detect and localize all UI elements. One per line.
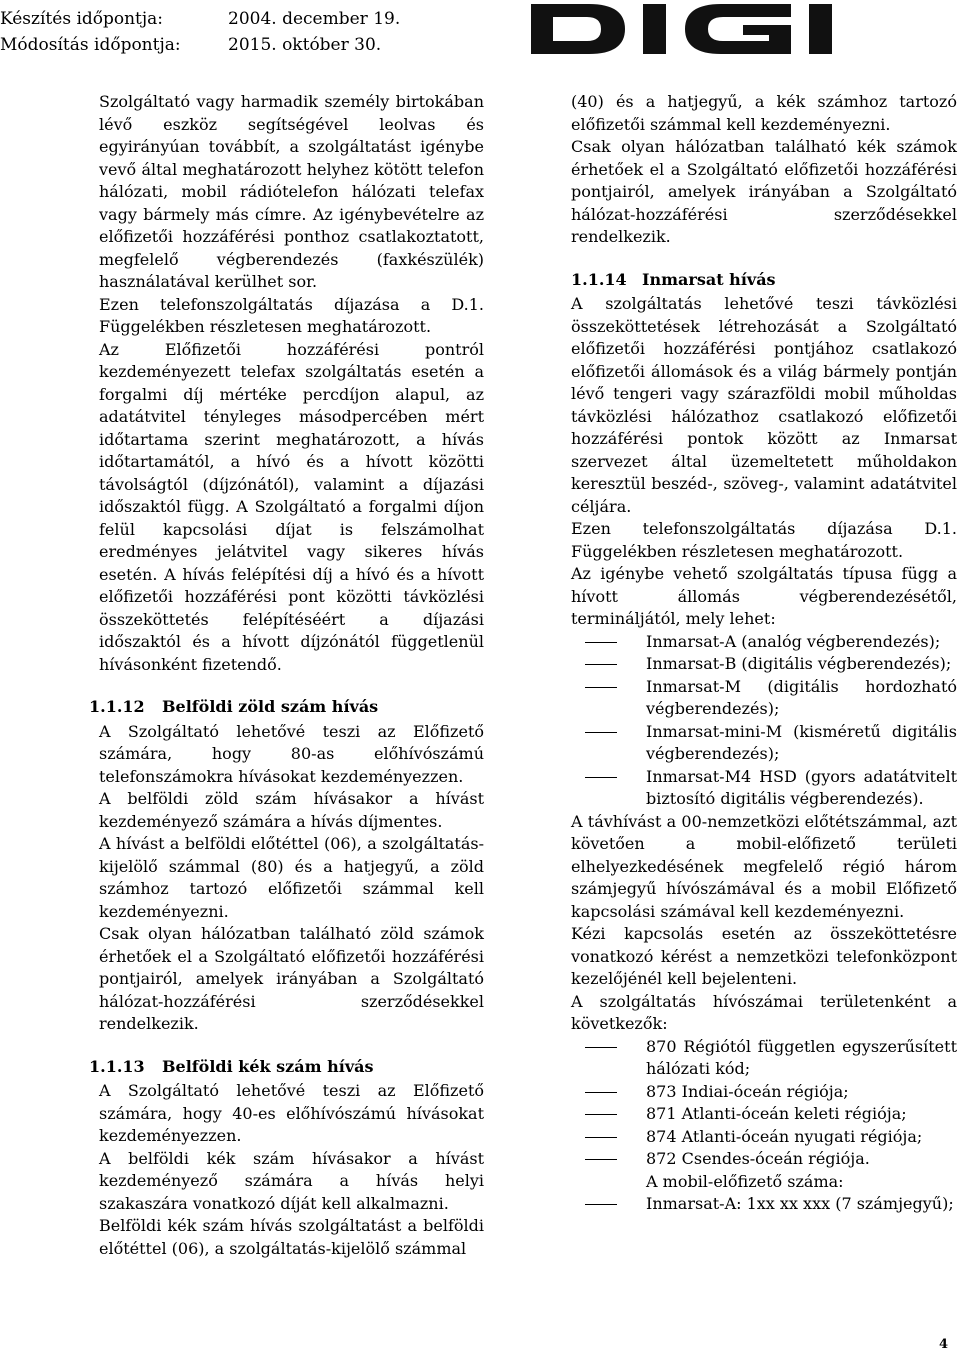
dash-icon xyxy=(571,766,646,811)
modified-value: 2015. október 30. xyxy=(228,35,382,55)
document-meta xyxy=(0,6,400,58)
left-paragraph: A Szolgáltató lehetővé teszi az Előfizető számára, hogy 40-es előhívószámú hívásokat kezdeményezzen. xyxy=(99,1081,484,1145)
section-number: 1.1.14 xyxy=(571,269,627,289)
right-paragraph: A távhívást a 00-nemzetközi előtétszámmal, azt követően a mobil-előfizető területi elhelyezkedésének megfelelő régió három számjegyű hívószámával és a mobil Előfizető kapcsolási számával kell kezdeményezni. xyxy=(571,811,957,921)
right-paragraph: A szolgáltatás lehetővé teszi távközlési összeköttetések létrehozását a Szolgáltató előfizetői hozzáférési pontjához csatlakozó előfizetői állomások és a világ bármely pontján lévő tengeri vagy szárazföldi mobil műholdas távközlési hálózathoz csatlakozó előfizetői hozzáférési pontok között az Inmarsat szervezet által üzemeltetett műholdakon keresztül beszéd-, szöveg-, valamint adatátvitel céljára. xyxy=(571,294,957,516)
dash-icon xyxy=(571,1126,646,1149)
list-item: 873 Indiai-óceán régiója; xyxy=(571,1081,957,1104)
section-number: 1.1.12 xyxy=(89,697,145,716)
left-column xyxy=(89,91,484,1260)
right-column xyxy=(571,91,957,1216)
left-paragraph: Ezen telefonszolgáltatás díjazása a D.1. Függelékben részletesen meghatározott. xyxy=(99,294,484,336)
right-paragraph: Kézi kapcsolás esetén az összeköttetésre vonatkozó kérést a nemzetközi telefonközpont kezelőjénél kell bejelenteni. xyxy=(571,924,957,988)
right-paragraph: Az igénybe vehető szolgáltatás típusa függ a hívott állomás végberendezésétől, termináljától, mely lehet: xyxy=(571,564,957,628)
left-paragraph: A hívást a belföldi előtéttel (06), a szolgáltatás-kijelölő számmal (80) és a hatjegyű, a zöld számhoz tartozó előfizetői számmal kell kezdeményezni. xyxy=(99,834,484,921)
right-paragraph: Csak olyan hálózatban található kék számok érhetőek el a Szolgáltató előfizetői hozzáférési pontjairól, amelyek irányában a Szolgáltató hálózat-hozzáférési szerződésekkel rendelkezik. xyxy=(571,137,957,246)
list-item: Inmarsat-A (analóg végberendezés); xyxy=(571,631,957,654)
left-paragraph: A Szolgáltató lehetővé teszi az Előfizető számára, hogy 80-as előhívószámú telefonszámokra hívásokat kezdeményezzen. xyxy=(99,721,484,786)
section-heading-1-1-12 xyxy=(89,696,484,719)
created-value: 2004. december 19. xyxy=(228,9,401,29)
left-paragraph: Az Előfizetői hozzáférési pontról kezdeményezett telefax szolgáltatás esetén a forgalmi díj mértéke percdíjon alapul, az adatátvitel tényleges másodpercében mért időtartama szerint meghatározott, a hívás időtartamától, a hívó és a hívott közötti távolságtól (díjzónától), valamint a díjazási időszaktól függ. A Szolgáltató a forgalmi díjon felül kapcsolási díjat is felszámolhat eredményes jelátvitel vagy sikeres hívás esetén. A hívás felépítési díj a hívó és a hívott előfizetői hozzáférési pont közötti távközlési összeköttetés felépítéséért a díjazási időszaktól és a hívott díjzónától függetlenül hívásonként fizetendő. xyxy=(99,339,484,674)
left-paragraph: A belföldi kék szám hívásakor a hívást kezdeményező számára a hívás helyi szakaszára vonatkozó díját kell alkalmazni. xyxy=(99,1148,484,1213)
dash-icon xyxy=(571,1193,646,1216)
left-paragraph: Csak olyan hálózatban található zöld számok érhetőek el a Szolgáltató előfizetői hozzáférési pontjairól, amelyek irányában a Szolgáltató hálózat-hozzáférési szerződésekkel rendelkezik. xyxy=(99,924,484,1033)
created-label: Készítés időpontja: xyxy=(0,9,164,29)
section-title: Belföldi zöld szám hívás xyxy=(162,697,379,716)
list-item: 870 Régiótól független egyszerűsített hálózati kód; xyxy=(571,1036,957,1081)
modified-row xyxy=(0,32,400,58)
list-item: 872 Csendes-óceán régiója. xyxy=(571,1148,957,1171)
dash-icon xyxy=(571,721,646,766)
left-paragraph: Szolgáltató vagy harmadik személy birtokában lévő eszköz segítségével leolvas és egyirányúan továbbít, a szolgáltatást igénybe vevő által meghatározott helyhez kötött telefon hálózati, mobil rádiótelefon hálózati telefax vagy bármely más címre. Az igénybevételre az előfizetői hozzáférési ponthoz csatlakoztatott, megfelelő végberendezés (faxkészülék) használatával kerülhet sor. xyxy=(99,92,484,291)
dash-icon xyxy=(571,1081,646,1104)
right-paragraph: A szolgáltatás hívószámai területenként a következők: xyxy=(571,991,957,1033)
list-item: Inmarsat-mini-M (kisméretű digitális végberendezés); xyxy=(571,721,957,766)
list-item: Inmarsat-A: 1xx xx xxx (7 számjegyű); xyxy=(571,1193,957,1216)
dash-icon xyxy=(571,653,646,676)
list-item: Inmarsat-M (digitális hordozható végberendezés); xyxy=(571,676,957,721)
section-number: 1.1.13 xyxy=(89,1056,145,1076)
section-heading-1-1-14 xyxy=(571,269,957,292)
right-paragraph: Ezen telefonszolgáltatás díjazása D.1. Függelékben részletesen meghatározott. xyxy=(571,519,957,561)
mobile-number-label: A mobil-előfizető száma: xyxy=(646,1171,844,1191)
dash-icon xyxy=(571,1103,646,1126)
dash-icon xyxy=(571,1036,646,1081)
list-item: Inmarsat-B (digitális végberendezés); xyxy=(571,653,957,676)
section-title: Belföldi kék szám hívás xyxy=(162,1056,374,1076)
created-row xyxy=(0,6,400,32)
section-heading-1-1-13 xyxy=(89,1056,484,1079)
left-paragraph: Belföldi kék szám hívás szolgáltatást a belföldi előtéttel (06), a szolgáltatás-kijelölő számmal xyxy=(99,1216,484,1258)
page-number: 4 xyxy=(939,1337,949,1352)
left-paragraph: A belföldi zöld szám hívásakor a hívást kezdeményező számára a hívás díjmentes. xyxy=(99,789,484,831)
dash-icon xyxy=(571,631,646,654)
list-item: 874 Atlanti-óceán nyugati régiója; xyxy=(571,1126,957,1149)
modified-label: Módosítás időpontja: xyxy=(0,35,181,55)
digi-logo xyxy=(531,2,960,56)
dash-icon xyxy=(571,676,646,721)
list-item: Inmarsat-M4 HSD (gyors adatátvitelt biztosító digitális végberendezés). xyxy=(571,766,957,811)
list-item: 871 Atlanti-óceán keleti régiója; xyxy=(571,1103,957,1126)
section-title: Inmarsat hívás xyxy=(642,269,776,289)
right-paragraph: (40) és a hatjegyű, a kék számhoz tartozó előfizetői számmal kell kezdeményezni. xyxy=(571,92,957,134)
dash-icon xyxy=(571,1148,646,1171)
